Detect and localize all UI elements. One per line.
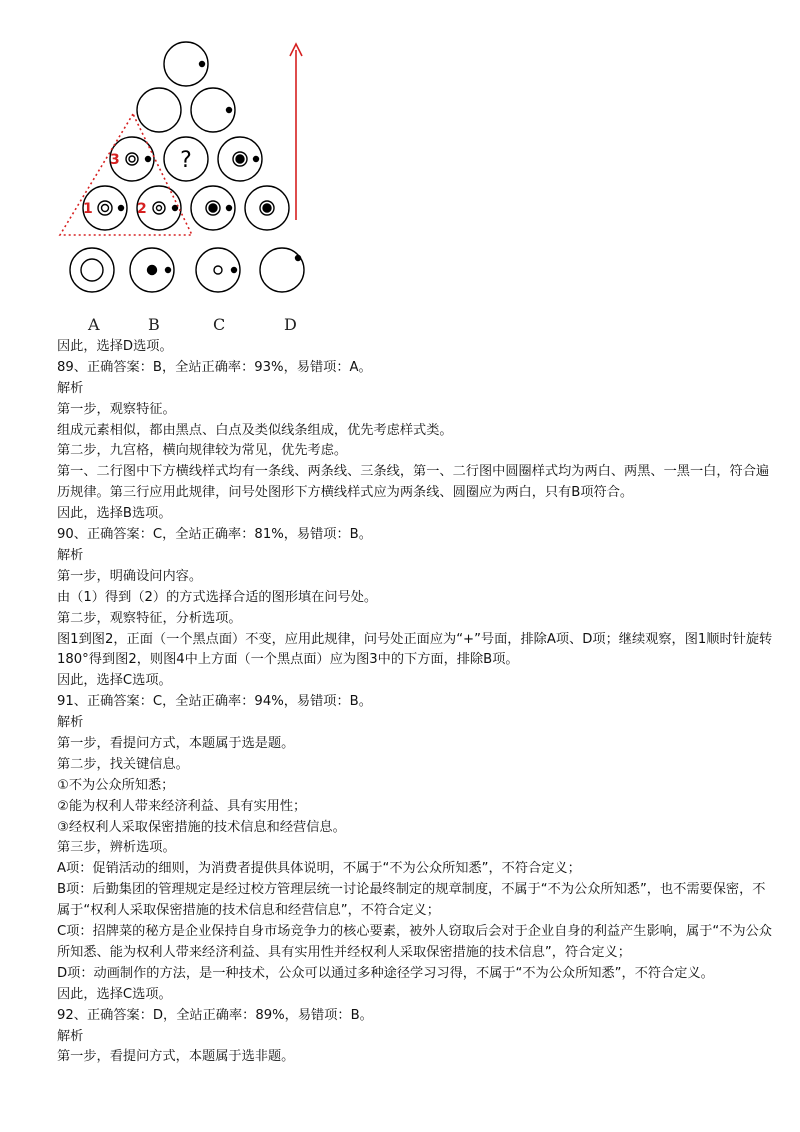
analysis-heading: 解析 (57, 547, 84, 563)
key-point: ②能为权利人带来经济利益、具有实用性； (57, 798, 307, 814)
answer-line: 92、正确答案：D，全站正确率：89%，易错项：B。 (57, 1007, 373, 1023)
analysis-heading: 解析 (57, 1028, 84, 1044)
puzzle-figure (0, 0, 320, 340)
answer-line: 89、正确答案：B，全站正确率：93%，易错项：A。 (57, 359, 372, 375)
answer-line: 90、正确答案：C，全站正确率：81%，易错项：B。 (57, 527, 372, 543)
option-label-d: D (284, 315, 297, 334)
answer-line: 91、正确答案：C，全站正确率：94%，易错项：B。 (57, 694, 372, 710)
step-line: 第一步，看提问方式，本题属于选是题。 (57, 735, 295, 751)
pyramid-circle-r2a (137, 88, 181, 132)
key-point: ③经权利人采取保密措施的技术信息和经营信息。 (57, 819, 346, 835)
option-analysis: A项：促销活动的细则，为消费者提供具体说明，不属于“不为公众所知悉”，不符合定义； (57, 861, 581, 877)
conclusion-line: 因此，选择B选项。 (57, 506, 172, 522)
step-line: 第二步，观察特征，分析选项。 (57, 610, 242, 626)
analysis-heading: 解析 (57, 715, 84, 731)
conclusion-line: 因此，选择D选项。 (57, 339, 173, 354)
step-line: 第一步，观察特征。 (57, 401, 176, 417)
option-a-circle (70, 248, 114, 292)
option-label-c: C (213, 315, 226, 334)
step-line: 第二步，九宫格，横向规律较为常见，优先考虑。 (57, 443, 348, 459)
text-line: 由（1）得到（2）的方式选择合适的图形填在问号处。 (57, 589, 378, 605)
step-line: 第三步，辨析选项。 (57, 840, 176, 856)
option-analysis: C项：招牌菜的秘方是企业保持自身市场竞争力的核心要素，被外人窃取后会对于企业自身的利益产生影响，属于“不为公众所知悉、能为权利人带来经济利益、具有实用性并经权利人采取保密措施的技术信息”，符合定义； (57, 924, 772, 960)
key-point: ①不为公众所知悉； (57, 777, 175, 793)
step-line: 第一步，看提问方式，本题属于选非题。 (57, 1049, 295, 1065)
option-analysis: B项：后勤集团的管理规定是经过校方管理层统一讨论最终制定的规章制度，不属于“不为公众所知悉”，也不需要保密，不属于“权利人采取保密措施的技术信息和经营信息”，不符合定义； (57, 882, 766, 919)
option-d-circle (260, 248, 304, 292)
conclusion-line: 因此，选择C选项。 (57, 986, 172, 1002)
conclusion-line: 因此，选择C选项。 (57, 673, 172, 689)
number-label-2: 2 (137, 201, 147, 217)
option-label-b: B (148, 315, 160, 334)
number-label-1: 1 (83, 201, 93, 217)
analysis-heading: 解析 (57, 380, 84, 396)
option-analysis: D项：动画制作的方法，是一种技术，公众可以通过多种途径学习习得，不属于“不为公众所知悉”，不符合定义。 (57, 965, 714, 981)
question-mark: ? (180, 148, 192, 173)
option-label-a: A (88, 315, 100, 334)
text-paragraph: 图1到图2，正面（一个黑点面）不变，应用此规律，问号处正面应为“+”号面，排除A项、D项；继续观察，图1顺时针旋转180°得到图2，则图4中上方面（一个黑点面）应为图3中的下方面，排除B项。 (57, 631, 773, 668)
step-line: 第二步，找关键信息。 (57, 756, 189, 772)
explanation-text (57, 337, 777, 1068)
number-label-3: 3 (110, 152, 120, 168)
text-line: 组成元素相似，都由黑点、白点及类似线条组成，优先考虑样式类。 (57, 422, 453, 438)
text-paragraph: 第一、二行图中下方横线样式均有一条线、两条线、三条线，第一、二行图中圆圈样式均为两白、两黑、一黑一白，符合遍历规律。第三行应用此规律，问号处图形下方横线样式应为两条线、圆圈应为两白，只有B项符合。 (57, 464, 770, 501)
highlight-triangle (60, 114, 192, 235)
step-line: 第一步，明确设问内容。 (57, 568, 203, 584)
